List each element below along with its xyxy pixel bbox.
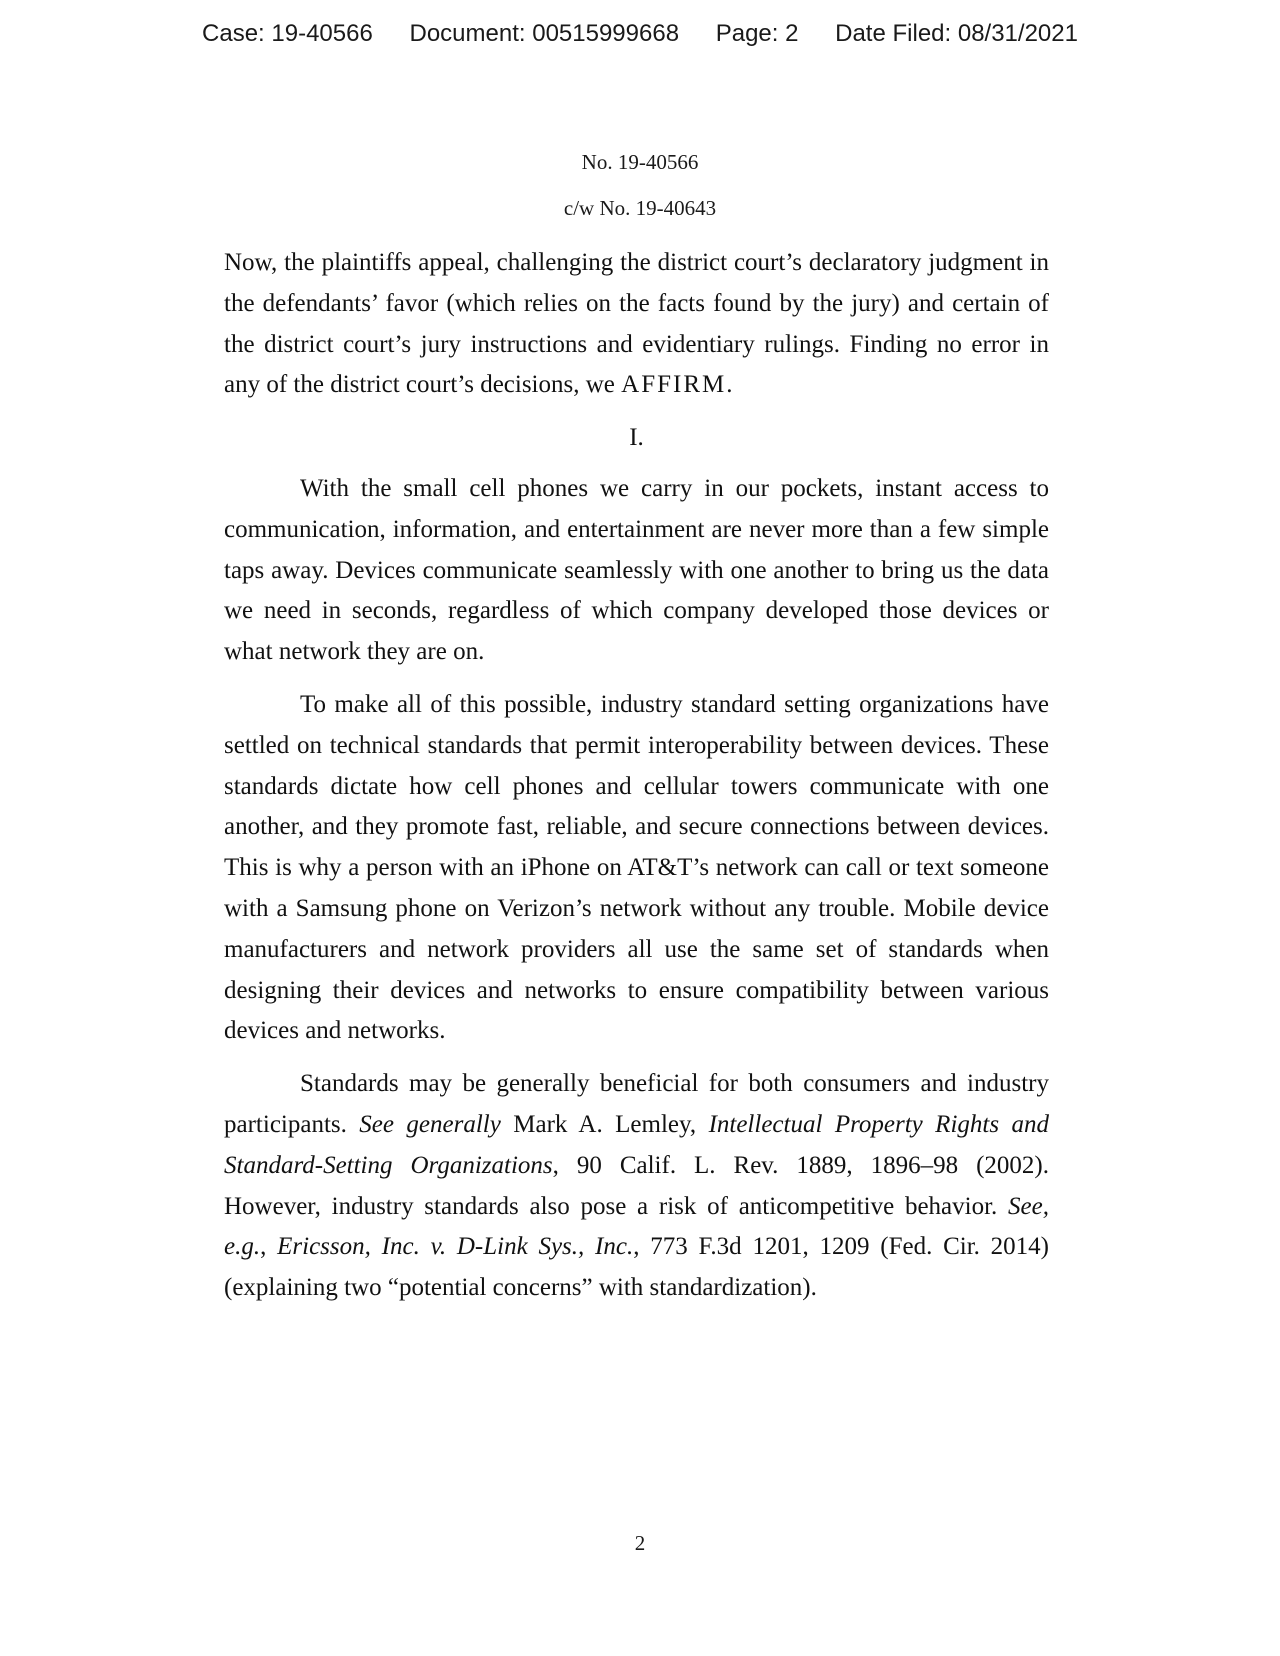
paragraph-intro-text: Now, the plaintiffs appeal, challenging the district court’s declaratory judgment in the defendants’ favor (which relies on the facts found by the jury) and certain of the district court’s jury instructions and evidentiary rulings. Finding no error in any of the district court’s decisions, we (224, 249, 1049, 399)
text-run: Mark A. Lemley, (500, 1110, 709, 1138)
filing-header (0, 20, 1280, 48)
page-number: 2 (634, 1531, 646, 1555)
case-number: Case: 19-40566 (202, 20, 373, 47)
citation-signal: See generally (359, 1110, 501, 1138)
page-indicator: Page: 2 (715, 20, 799, 47)
paragraph-anticompetitive (224, 1064, 1049, 1309)
text-run: , 773 F.3d 1201, 1209 (Fed. Cir. 2014) (explaining two “potential concerns” with standardization). (224, 1233, 1050, 1302)
paragraph-intro (224, 243, 1049, 406)
caption-consolidated: c/w No. 19-40643 (563, 196, 717, 220)
paragraph-cell-phones: With the small cell phones we carry in our pockets, instant access to communication, information, and entertainment are never more than a few simple taps away. Devices communicate seamlessly with one another to bring us the data we need in seconds, regardless of which company developed those devices or what network they are on. (224, 474, 1049, 666)
text-run: , (260, 1233, 278, 1261)
affirm-disposition: AFFIRM. (621, 371, 735, 399)
caption-number: No. 19-40566 (581, 150, 699, 174)
date-filed: Date Filed: 08/31/2021 (835, 20, 1078, 47)
citation-signal: See, e.g. (224, 1192, 1049, 1261)
text-run: Standards may be generally beneficial for both consumers and industry participants. (224, 1070, 1049, 1138)
article-title: Intellectual Property Rights and Standard-Setting Organizations (224, 1110, 1049, 1179)
opinion-body (224, 243, 1049, 1321)
case-name: Ericsson, Inc. v. D-Link Sys., Inc. (277, 1233, 634, 1261)
paragraph-standards: To make all of this possible, industry standard setting organizations have settled on technical standards that permit interoperability between devices. These standards dictate how cell phones and cellular towers communicate with one another, and they promote fast, reliable, and secure connections between devices. This is why a person with an iPhone on AT&T’s network can call or text someone with a Samsung phone on Verizon’s network without any trouble. Mobile device manufacturers and network providers all use the same set of standards when designing their devices and networks to ensure compatibility between various devices and networks. (224, 690, 1049, 1045)
text-run: , 90 Calif. L. Rev. 1889, 1896–98 (2002). However, industry standards also pose a risk of anticompetitive behavior. (224, 1151, 1049, 1220)
document-number: Document: 00515999668 (409, 20, 680, 47)
section-heading: I. (629, 424, 644, 452)
